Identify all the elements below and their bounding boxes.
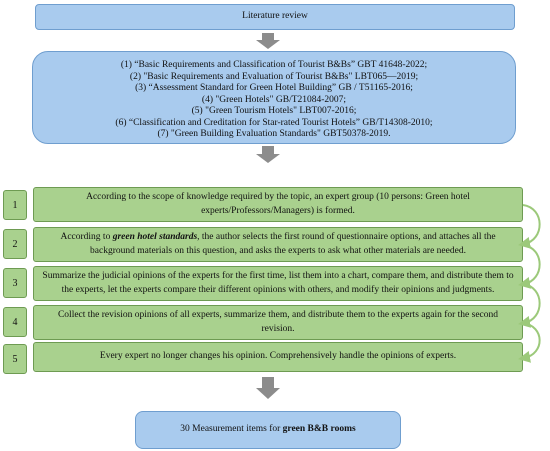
step-3-text: Summarize the judicial opinions of the experts for the first time, list them into a chart, compare them, and distribute them to the experts, let the experts compare their different opinions with others, and modify their opinions and judgments.	[42, 270, 514, 295]
step-2-emphasis: green hotel standards	[112, 231, 198, 242]
result-emphasis: green B&B rooms	[282, 424, 356, 435]
step-2-text: According to green hotel standards, the author selects the first round of questionnaire options, and attaches all the background materials on this question, and asks the experts to ask what other materials are needed.	[60, 231, 496, 256]
step-1-text: According to the scope of knowledge required by the topic, an expert group (10 persons: Green hotel experts/Professors/Managers) is formed.	[86, 191, 470, 216]
standard-item: (7) "Green Building Evaluation Standards" GBT50378-2019.	[157, 129, 391, 140]
standard-item: (2) "Basic Requirements and Evaluation of Tourist B&Bs" LBT065—2019;	[129, 71, 419, 82]
standard-item: (1) “Basic Requirements and Classification of Tourist B&Bs” GBT 41648-2022;	[120, 60, 428, 70]
literature-review-label: Literature review	[242, 11, 308, 22]
connector-arrow-icon	[523, 245, 540, 284]
down-arrow-icon	[256, 377, 280, 399]
step-number-5: 5	[3, 344, 27, 374]
standard-item: (3) “Assessment Standard for Green Hotel Building” GB / T51165-2016;	[135, 83, 413, 94]
standard-item: (4) "Green Hotels" GB/T21084-2007;	[201, 94, 347, 105]
result-text: 30 Measurement items for green B&B rooms	[180, 424, 356, 435]
connector-arrow-icon	[523, 205, 540, 244]
step-4-text: Collect the revision opinions of all experts, summarize them, and distribute them to the experts again for the second revision.	[57, 309, 499, 334]
standard-item: (5) "Green Tourism Hotels" LBT007-2016;	[191, 106, 357, 117]
step-number-3: 3	[3, 268, 27, 298]
connector-arrow-icon	[523, 323, 540, 358]
step-number-1: 1	[3, 190, 27, 220]
step-number-2: 2	[3, 229, 27, 259]
connector-arrow-icon	[523, 284, 540, 323]
step-5-text: Every expert no longer changes his opinion. Comprehensively handle the opinions of experts.	[99, 351, 457, 362]
step-number-4: 4	[3, 307, 27, 337]
standard-item: (6) “Classification and Creditation for Star-rated Tourist Hotels” GB/T14308-2010;	[115, 117, 433, 128]
result-box	[135, 411, 401, 449]
